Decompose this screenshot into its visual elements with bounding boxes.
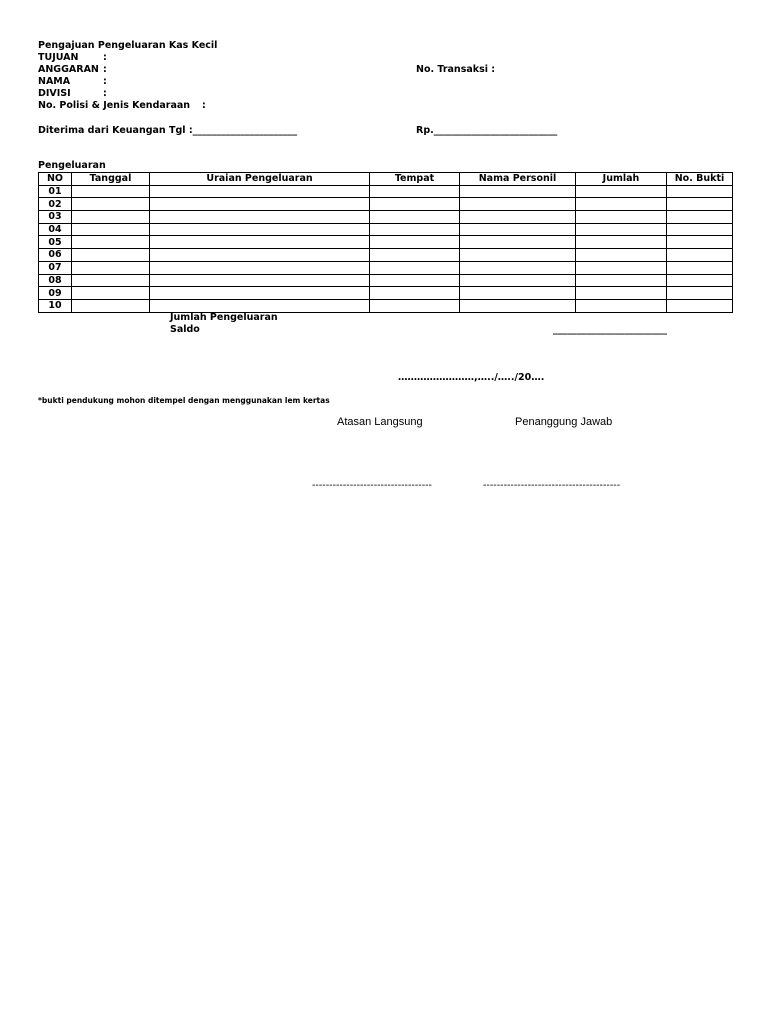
saldo-label: Saldo bbox=[170, 324, 200, 335]
field-nama-colon: : bbox=[103, 76, 107, 87]
row-number: 04 bbox=[39, 223, 72, 236]
cell-tempat[interactable] bbox=[370, 198, 460, 211]
cell-nama-personil[interactable] bbox=[460, 287, 576, 300]
cell-uraian[interactable] bbox=[150, 211, 370, 224]
cell-uraian[interactable] bbox=[150, 223, 370, 236]
cell-nama-personil[interactable] bbox=[460, 299, 576, 312]
field-tujuan-label: TUJUAN bbox=[38, 52, 79, 63]
cell-jumlah[interactable] bbox=[576, 249, 667, 262]
cell-tempat[interactable] bbox=[370, 236, 460, 249]
cell-uraian[interactable] bbox=[150, 198, 370, 211]
cell-nama-personil[interactable] bbox=[460, 223, 576, 236]
row-number: 03 bbox=[39, 211, 72, 224]
field-polisi-label: No. Polisi & Jenis Kendaraan bbox=[38, 100, 191, 111]
cell-tempat[interactable] bbox=[370, 185, 460, 198]
field-polisi bbox=[38, 100, 206, 112]
cell-uraian[interactable] bbox=[150, 287, 370, 300]
cell-tempat[interactable] bbox=[370, 223, 460, 236]
row-number: 02 bbox=[39, 198, 72, 211]
cell-no-bukti[interactable] bbox=[667, 236, 733, 249]
expenses-table bbox=[38, 172, 733, 313]
column-header-uraian: Uraian Pengeluaran bbox=[150, 173, 370, 186]
cell-tanggal[interactable] bbox=[72, 223, 150, 236]
transaction-number-label: No. Transaksi : bbox=[416, 64, 496, 75]
cell-no-bukti[interactable] bbox=[667, 261, 733, 274]
row-number: 06 bbox=[39, 249, 72, 262]
table-row bbox=[39, 185, 733, 198]
signature-title-penanggung-jawab: Penanggung Jawab bbox=[515, 416, 613, 428]
cell-jumlah[interactable] bbox=[576, 223, 667, 236]
field-nama bbox=[38, 76, 107, 88]
cell-uraian[interactable] bbox=[150, 249, 370, 262]
field-anggaran-colon: : bbox=[103, 64, 107, 75]
row-number: 05 bbox=[39, 236, 72, 249]
table-row bbox=[39, 299, 733, 312]
support-note: *bukti pendukung mohon ditempel dengan menggunakan lem kertas bbox=[38, 396, 330, 405]
table-row bbox=[39, 198, 733, 211]
field-anggaran bbox=[38, 64, 107, 76]
cell-tanggal[interactable] bbox=[72, 274, 150, 287]
field-divisi-label: DIVISI bbox=[38, 88, 71, 99]
cell-jumlah[interactable] bbox=[576, 236, 667, 249]
field-tujuan-colon: : bbox=[103, 52, 107, 63]
cell-tanggal[interactable] bbox=[72, 211, 150, 224]
cell-jumlah[interactable] bbox=[576, 287, 667, 300]
cell-nama-personil[interactable] bbox=[460, 236, 576, 249]
total-expenses-label: Jumlah Pengeluaran bbox=[170, 312, 278, 323]
table-row bbox=[39, 236, 733, 249]
table-row bbox=[39, 261, 733, 274]
signature-line-penanggung-jawab: ---------------------------------------- bbox=[483, 480, 621, 491]
cell-uraian[interactable] bbox=[150, 185, 370, 198]
cell-tempat[interactable] bbox=[370, 274, 460, 287]
column-header-nama-personil: Nama Personil bbox=[460, 173, 576, 186]
table-row bbox=[39, 274, 733, 287]
date-line: ……………………,…../…../20…. bbox=[398, 372, 545, 383]
table-row bbox=[39, 211, 733, 224]
cell-nama-personil[interactable] bbox=[460, 211, 576, 224]
cell-no-bukti[interactable] bbox=[667, 287, 733, 300]
field-divisi bbox=[38, 88, 107, 100]
cell-tanggal[interactable] bbox=[72, 261, 150, 274]
cell-nama-personil[interactable] bbox=[460, 261, 576, 274]
table-row bbox=[39, 287, 733, 300]
cell-tanggal[interactable] bbox=[72, 287, 150, 300]
cell-no-bukti[interactable] bbox=[667, 274, 733, 287]
row-number: 08 bbox=[39, 274, 72, 287]
row-number: 10 bbox=[39, 299, 72, 312]
cell-jumlah[interactable] bbox=[576, 185, 667, 198]
table-header-row bbox=[39, 173, 733, 186]
field-anggaran-label: ANGGARAN bbox=[38, 64, 99, 75]
cell-nama-personil[interactable] bbox=[460, 249, 576, 262]
form-title: Pengajuan Pengeluaran Kas Kecil bbox=[38, 40, 218, 51]
cell-uraian[interactable] bbox=[150, 236, 370, 249]
table-row bbox=[39, 249, 733, 262]
field-polisi-colon: : bbox=[202, 100, 206, 111]
cell-uraian[interactable] bbox=[150, 299, 370, 312]
cell-no-bukti[interactable] bbox=[667, 211, 733, 224]
cell-no-bukti[interactable] bbox=[667, 249, 733, 262]
received-date-label: Diterima dari Keuangan Tgl :______________________ bbox=[38, 125, 298, 136]
row-number: 01 bbox=[39, 185, 72, 198]
cell-nama-personil[interactable] bbox=[460, 274, 576, 287]
received-amount-label: Rp.__________________________ bbox=[416, 125, 558, 136]
cell-jumlah[interactable] bbox=[576, 274, 667, 287]
column-header-jumlah: Jumlah bbox=[576, 173, 667, 186]
cell-tanggal[interactable] bbox=[72, 236, 150, 249]
row-number: 09 bbox=[39, 287, 72, 300]
cell-tempat[interactable] bbox=[370, 261, 460, 274]
column-header-no-bukti: No. Bukti bbox=[667, 173, 733, 186]
field-tujuan bbox=[38, 52, 107, 64]
cell-no-bukti[interactable] bbox=[667, 223, 733, 236]
cell-tanggal[interactable] bbox=[72, 198, 150, 211]
cell-tanggal[interactable] bbox=[72, 249, 150, 262]
signature-line-atasan: ----------------------------------- bbox=[312, 480, 432, 491]
cell-tempat[interactable] bbox=[370, 287, 460, 300]
cell-jumlah[interactable] bbox=[576, 211, 667, 224]
cell-tempat[interactable] bbox=[370, 249, 460, 262]
expenses-section-title: Pengeluaran bbox=[38, 160, 106, 171]
cell-uraian[interactable] bbox=[150, 274, 370, 287]
column-header-tanggal: Tanggal bbox=[72, 173, 150, 186]
row-number: 07 bbox=[39, 261, 72, 274]
cell-tempat[interactable] bbox=[370, 299, 460, 312]
field-nama-label: NAMA bbox=[38, 76, 71, 87]
cell-nama-personil[interactable] bbox=[460, 185, 576, 198]
cell-tanggal[interactable] bbox=[72, 299, 150, 312]
table-row bbox=[39, 223, 733, 236]
cell-nama-personil[interactable] bbox=[460, 198, 576, 211]
signature-title-atasan: Atasan Langsung bbox=[337, 416, 423, 428]
cell-no-bukti[interactable] bbox=[667, 185, 733, 198]
field-divisi-colon: : bbox=[103, 88, 107, 99]
cell-no-bukti[interactable] bbox=[667, 198, 733, 211]
column-header-no: NO bbox=[39, 173, 72, 186]
cell-tempat[interactable] bbox=[370, 211, 460, 224]
cell-jumlah[interactable] bbox=[576, 198, 667, 211]
column-header-tempat: Tempat bbox=[370, 173, 460, 186]
cell-jumlah[interactable] bbox=[576, 299, 667, 312]
cell-jumlah[interactable] bbox=[576, 261, 667, 274]
cell-no-bukti[interactable] bbox=[667, 299, 733, 312]
saldo-line: ________________________ bbox=[553, 324, 667, 335]
cell-uraian[interactable] bbox=[150, 261, 370, 274]
cell-tanggal[interactable] bbox=[72, 185, 150, 198]
